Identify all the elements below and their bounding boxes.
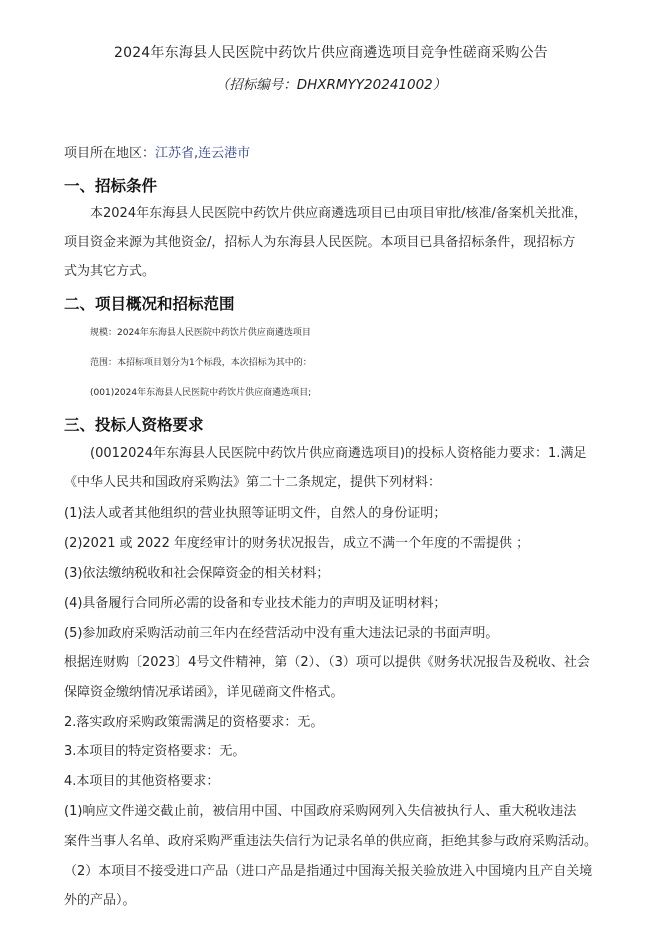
section-2-heading: 二、项目概况和招标范围 [64, 295, 235, 313]
page-title: 2024年东海县人民医院中药饮片供应商遴选项目竞争性磋商采购公告 [113, 45, 549, 61]
s3-line: (1)响应文件递交截止前，被信用中国、中国政府采购网列入失信被执行人、重大税收违法 [64, 804, 577, 819]
s3-line: (0012024年东海县人民医院中药饮片供应商遴选项目)的投标人资格能力要求：1.满足 [90, 446, 587, 461]
s3-line: (4)具备履行合同所必需的设备和专业技术能力的声明及证明材料； [64, 596, 447, 611]
s3-line: 4.本项目的其他资格要求： [64, 774, 220, 789]
s3-line: 《中华人民共和国政府采购法》第二十二条规定，提供下列材料： [64, 475, 442, 490]
s3-line: (3)依法缴纳税收和社会保障资金的相关材料； [64, 566, 330, 581]
location-label: 项目所在地区： [64, 146, 156, 161]
s3-line: (1)法人或者其他组织的营业执照等证明文件，自然人的身份证明； [64, 506, 447, 521]
s3-line: 案件当事人名单、政府采购严重违法失信行为记录名单的供应商，拒绝其参与政府采购活动。 [64, 834, 598, 849]
s1-line: 项目资金来源为其他资金/，招标人为东海县人民医院。本项目已具备招标条件，现招标方 [64, 235, 576, 250]
s2-scope: 范围：本招标项目划分为1个标段，本次招标为其中的： [90, 358, 312, 368]
location-value: 江苏省,连云港市 [155, 146, 251, 161]
s2-lot: (001)2024年东海县人民医院中药饮片供应商遴选项目; [90, 388, 312, 398]
s1-line: 本2024年东海县人民医院中药饮片供应商遴选项目已由项目审批/核准/备案机关批准， [90, 206, 587, 221]
s3-line: （2）本项目不接受进口产品（进口产品是指通过中国海关报关验放进入中国境内且产自关境 [64, 864, 593, 879]
s1-line: 式为其它方式。 [64, 264, 156, 279]
s3-line: 3.本项目的特定资格要求：无。 [64, 744, 246, 759]
s3-line: 外的产品）。 [64, 893, 136, 908]
s3-line: (5)参加政府采购活动前三年内在经营活动中没有重大违法记录的书面声明。 [64, 626, 499, 641]
section-3-heading: 三、投标人资格要求 [64, 416, 204, 434]
s3-line: 根据连财购〔2023〕4号文件精神，第（2）、（3）项可以提供《财务状况报告及税收、社会 [64, 655, 590, 670]
section-1-heading: 一、招标条件 [64, 177, 158, 195]
s3-line: 2.落实政府采购政策需满足的资格要求：无。 [64, 715, 324, 730]
s2-scale: 规模：2024年东海县人民医院中药饮片供应商遴选项目 [90, 328, 311, 338]
s3-line: 保障资金缴纳情况承诺函》，详见磋商文件格式。 [64, 685, 344, 700]
project-location [64, 145, 604, 163]
tender-number: （招标编号：DHXRMYY20241002） [215, 77, 447, 93]
s3-line: (2)2021 或 2022 年度经审计的财务状况报告，成立不满一个年度的不需提供 ； [64, 536, 530, 551]
